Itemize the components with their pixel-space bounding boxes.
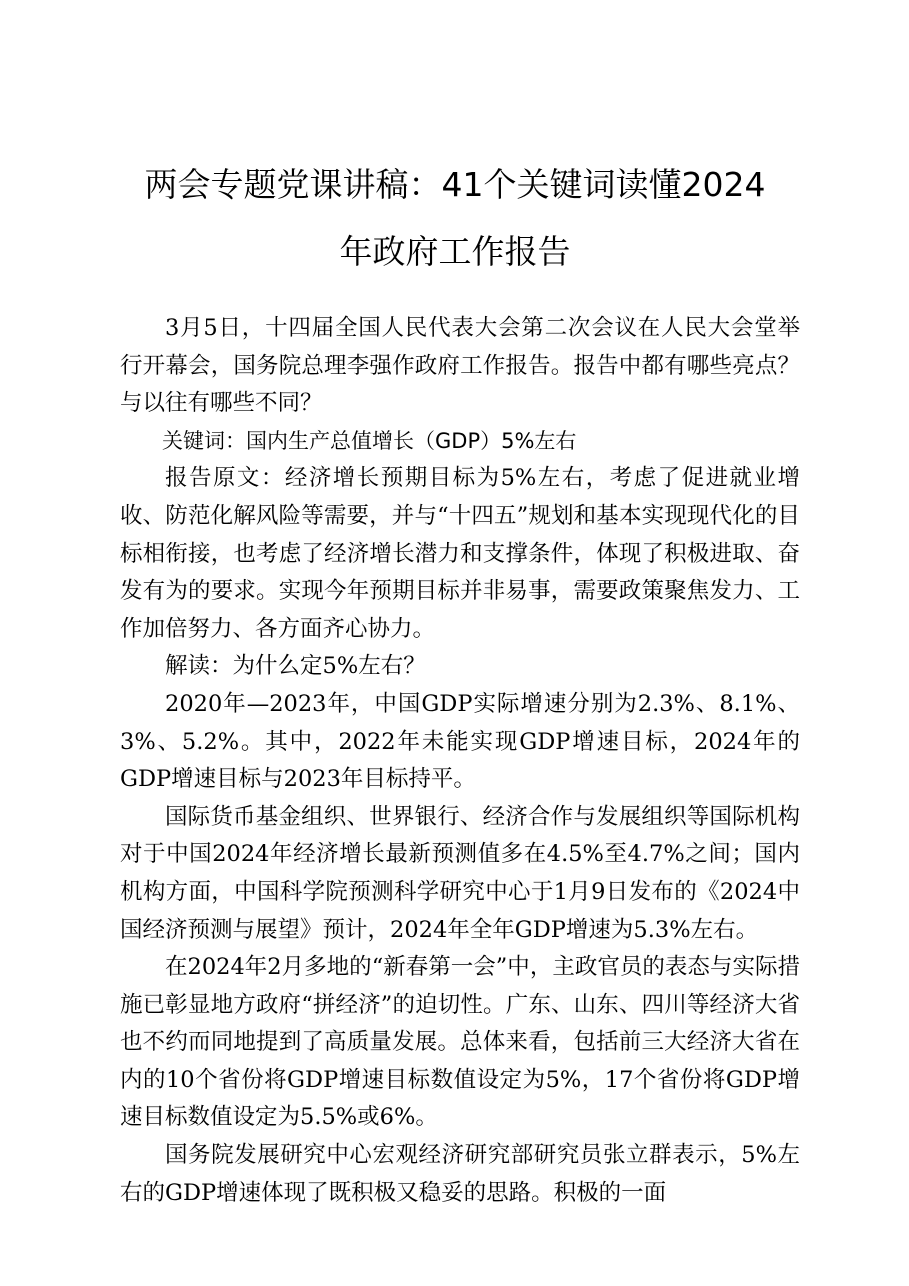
paragraph-provincial-targets: 在2024年2月多地的“新春第一会”中，主政官员的表态与实际措施已彰显地方政府“拼经济”的迫切性。广东、山东、四川等经济大省也不约而同地提到了高质量发展。总体来看，包括前三大经济大省在内的10个省份将GDP增速目标数值设定为5%，17个省份将GDP增速目标数值设定为5.5%或6%。 — [120, 954, 800, 1131]
paragraph-gdp-history: 2020年—2023年，中国GDP实际增速分别为2.3%、8.1%、3%、5.2%。其中，2022年未能实现GDP增速目标，2024年的GDP增速目标与2023年目标持平。 — [120, 690, 800, 793]
document-body — [120, 310, 800, 1212]
document-title-line-2: 年政府工作报告 — [339, 232, 571, 271]
paragraph-interpretation-question: 解读：为什么定5%左右？ — [165, 653, 426, 680]
document-title-line-1: 两会专题党课讲稿：41个关键词读懂2024 — [144, 165, 766, 204]
paragraph-intro: 3月5日，十四届全国人民代表大会第二次会议在人民大会堂举行开幕会，国务院总理李强作政府工作报告。报告中都有哪些亮点？与以往有哪些不同？ — [120, 315, 800, 417]
paragraph-report-original: 报告原文：经济增长预期目标为5%左右，考虑了促进就业增收、防范化解风险等需要，并与“十四五”规划和基本实现现代化的目标相衔接，也考虑了经济增长潜力和支撑条件，体现了积极进取、奋发有为的要求。实现今年预期目标并非易事，需要政策聚焦发力、工作加倍努力、各方面齐心协力。 — [120, 465, 800, 642]
paragraph-forecasts: 国际货币基金组织、世界银行、经济合作与发展组织等国际机构对于中国2024年经济增长最新预测值多在4.5%至4.7%之间；国内机构方面，中国科学院预测科学研究中心于1月9日发布的《2024中国经济预测与展望》预计，2024年全年GDP增速为5.3%左右。 — [120, 803, 800, 943]
keyword-heading: 关键词：国内生产总值增长（GDP）5%左右 — [162, 428, 577, 453]
paragraph-expert-comment: 国务院发展研究中心宏观经济研究部研究员张立群表示，5%左右的GDP增速体现了既积极又稳妥的思路。积极的一面 — [120, 1142, 800, 1206]
